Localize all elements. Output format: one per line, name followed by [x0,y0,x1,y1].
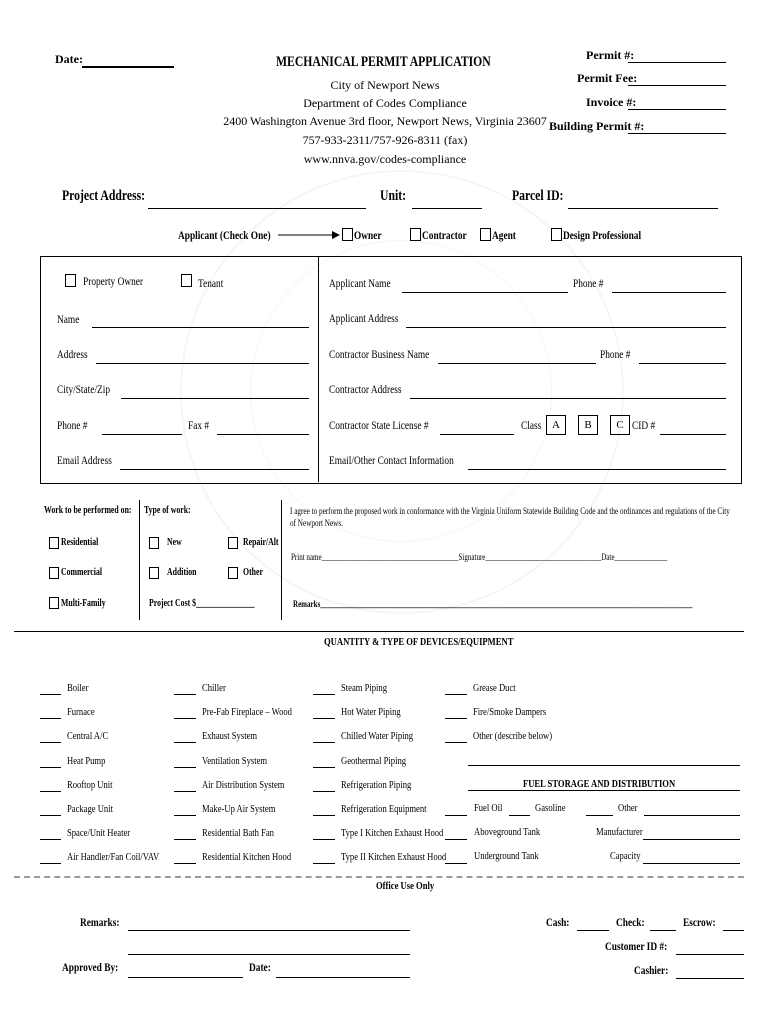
capacity-field[interactable] [643,863,740,864]
contractor-license-label: Contractor State License # [329,418,429,432]
device-quantity-field[interactable] [40,791,61,792]
devices-section-title: QUANTITY & TYPE OF DEVICES/EQUIPMENT [324,636,514,648]
repair-alt-label: Repair/Alt [243,537,279,548]
parcel-id-label: Parcel ID: [512,188,564,204]
work-divider-1 [139,500,140,620]
contractor-option-label: Contractor [422,228,467,242]
device-label: Chilled Water Piping [341,730,414,742]
device-quantity-field[interactable] [313,694,335,695]
device-label: Chiller [202,682,226,694]
office-phone: 757-933-2311/757-926-8311 (fax) [302,133,468,147]
device-label: Air Distribution System [202,779,285,791]
device-quantity-field[interactable] [40,718,61,719]
capacity-label: Capacity [610,850,641,862]
owner-fax-field[interactable] [217,434,309,435]
office-use-divider [14,876,744,878]
manufacturer-field[interactable] [643,839,740,840]
permit-number-field[interactable] [628,62,726,63]
contractor-business-name-label: Contractor Business Name [329,347,430,361]
applicant-phone-field[interactable] [612,292,726,293]
fuel-other-field[interactable] [644,815,740,816]
unit-label: Unit: [380,188,407,204]
owner-phone-label: Phone # [57,418,88,432]
tenant-checkbox[interactable] [181,274,192,287]
office-website[interactable]: www.nnva.gov/codes-compliance [303,152,467,166]
multi-family-label: Multi-Family [61,598,106,609]
agreement-statement: I agree to perform the proposed work in conformance with the Virginia Uniform Statewide Building Code and the ordinances and regulations of the City of Newport News. [290,506,730,528]
email-other-field[interactable] [468,469,726,470]
arrow-right-icon [278,229,340,241]
device-quantity-field[interactable] [174,839,196,840]
applicant-name-field[interactable] [402,292,568,293]
device-quantity-field[interactable] [40,694,61,695]
applicant-address-label: Applicant Address [329,311,399,325]
customer-id-field[interactable] [676,954,744,955]
contractor-business-name-field[interactable] [438,363,596,364]
office-date-label: Date: [249,960,271,974]
device-quantity-field[interactable] [40,839,61,840]
office-use-title: Office Use Only [376,880,435,892]
fuel-oil-label: Fuel Oil [474,802,503,814]
device-label: Type I Kitchen Exhaust Hood [341,827,444,839]
device-quantity-field[interactable] [313,863,335,864]
owner-fax-label: Fax # [188,418,210,432]
device-label: Refrigeration Equipment [341,803,427,815]
applicant-type-label: Applicant (Check One) [178,228,271,242]
device-label: Residential Kitchen Hood [202,851,292,863]
device-quantity-field[interactable] [313,839,335,840]
device-quantity-field[interactable] [445,742,467,743]
owner-city-state-zip-field[interactable] [121,398,309,399]
office-address: 2400 Washington Avenue 3rd floor, Newport News, Virginia 23607 [223,114,547,128]
other-work-checkbox[interactable] [228,567,238,579]
device-label: Fire/Smoke Dampers [473,706,547,718]
design-professional-checkbox[interactable] [551,228,562,241]
device-quantity-field[interactable] [174,742,196,743]
section-divider [14,631,744,632]
aboveground-tank-label: Aboveground Tank [474,826,541,838]
contractor-checkbox[interactable] [410,228,421,241]
contractor-phone-label: Phone # [600,347,631,361]
owner-option-label: Owner [354,228,382,242]
contractor-license-field[interactable] [440,434,514,435]
device-label: Heat Pump [67,755,106,767]
owner-email-label: Email Address [57,453,112,467]
device-quantity-field[interactable] [313,718,335,719]
escrow-label: Escrow: [683,915,716,929]
device-quantity-field[interactable] [40,815,61,816]
device-quantity-field[interactable] [174,718,196,719]
applicant-phone-label: Phone # [573,276,604,290]
property-owner-label: Property Owner [83,274,144,288]
type-of-work-label: Type of work: [144,505,191,516]
fuel-oil-field[interactable] [509,815,530,816]
multi-family-checkbox[interactable] [49,597,59,609]
work-performed-on-label: Work to be performed on: [44,505,132,516]
device-quantity-field[interactable] [445,694,467,695]
permit-number-label: Permit #: [586,48,635,62]
office-remarks-field-1[interactable] [128,930,410,931]
fuel-storage-title: FUEL STORAGE AND DISTRIBUTION [523,778,676,790]
new-work-label: New [167,537,182,548]
device-label: Refrigeration Piping [341,779,412,791]
device-label: Air Handler/Fan Coil/VAV [67,851,160,863]
other-work-label: Other [243,567,263,578]
device-label: Package Unit [67,803,113,815]
office-remarks-label: Remarks: [80,915,120,929]
box-divider [318,256,319,482]
fuel-quantity-field[interactable] [445,863,467,864]
addition-label: Addition [167,567,197,578]
design-professional-option-label: Design Professional [563,228,642,242]
owner-email-field[interactable] [120,469,309,470]
cid-field[interactable] [660,434,726,435]
device-label: Ventilation System [202,755,268,767]
addition-checkbox[interactable] [149,567,159,579]
device-label: Boiler [67,682,89,694]
device-quantity-field[interactable] [40,863,61,864]
class-b-option[interactable]: B [578,415,598,435]
agent-checkbox[interactable] [480,228,491,241]
fuel-other-label: Other [618,802,638,814]
device-quantity-field[interactable] [313,791,335,792]
approved-by-field[interactable] [128,977,243,978]
device-label: Grease Duct [473,682,516,694]
device-quantity-field[interactable] [313,767,335,768]
fuel-quantity-field[interactable] [445,839,467,840]
cash-field[interactable] [577,930,609,931]
escrow-field[interactable] [723,930,744,931]
device-label: Furnace [67,706,95,718]
device-quantity-field[interactable] [40,767,61,768]
city-name: City of Newport News [330,78,440,92]
applicant-address-field[interactable] [406,327,726,328]
permit-fee-field[interactable] [628,85,726,86]
contractor-address-label: Contractor Address [329,382,402,396]
date-field[interactable] [82,66,174,68]
approved-by-label: Approved By: [62,960,119,974]
invoice-number-field[interactable] [628,109,726,110]
residential-checkbox[interactable] [49,537,59,549]
device-label: Hot Water Piping [341,706,401,718]
commercial-label: Commercial [61,567,103,578]
device-label: Exhaust System [202,730,258,742]
repair-alt-checkbox[interactable] [228,537,238,549]
device-label: Space/Unit Heater [67,827,131,839]
owner-address-field[interactable] [96,363,309,364]
department-name: Department of Codes Compliance [303,96,467,110]
device-label: Make-Up Air System [202,803,276,815]
check-label: Check: [616,915,645,929]
class-a-option[interactable]: A [546,415,566,435]
cashier-field[interactable] [676,978,744,979]
property-owner-checkbox[interactable] [65,274,76,287]
device-quantity-field[interactable] [174,815,196,816]
cashier-label: Cashier: [634,963,669,977]
owner-city-state-zip-label: City/State/Zip [57,382,111,396]
device-quantity-field[interactable] [40,742,61,743]
agent-option-label: Agent [492,228,516,242]
customer-id-label: Customer ID #: [605,939,668,953]
contractor-phone-field[interactable] [639,363,726,364]
device-label: Residential Bath Fan [202,827,274,839]
device-quantity-field[interactable] [313,815,335,816]
cash-label: Cash: [546,915,570,929]
device-quantity-field[interactable] [174,694,196,695]
work-remarks-field[interactable]: Remarks__________________________________________________________________________________________________________ [293,599,693,609]
device-quantity-field[interactable] [174,767,196,768]
building-permit-label: Building Permit #: [549,119,645,133]
class-c-option[interactable]: C [610,415,630,435]
class-label: Class [521,418,542,432]
owner-name-label: Name [57,312,80,326]
owner-phone-field[interactable] [102,434,182,435]
device-quantity-field[interactable] [313,742,335,743]
check-field[interactable] [650,930,676,931]
device-label: Central A/C [67,730,109,742]
underground-tank-label: Underground Tank [474,850,539,862]
device-label: Pre-Fab Fireplace – Wood [202,706,292,718]
owner-name-field[interactable] [92,327,309,328]
device-label: Steam Piping [341,682,388,694]
gasoline-field[interactable] [586,815,613,816]
parcel-id-field[interactable] [568,208,718,209]
device-quantity-field[interactable] [445,718,467,719]
device-label: Rooftop Unit [67,779,113,791]
project-address-label: Project Address: [62,188,146,204]
gasoline-label: Gasoline [535,802,566,814]
device-label: Other (describe below) [473,730,553,742]
office-remarks-field-2[interactable] [128,954,410,955]
new-work-checkbox[interactable] [149,537,159,549]
invoice-number-label: Invoice #: [586,95,637,109]
owner-address-label: Address [57,347,88,361]
device-label: Type II Kitchen Exhaust Hood [341,851,447,863]
tenant-label: Tenant [198,276,224,290]
device-quantity-field[interactable] [174,863,196,864]
cid-label: CID # [632,418,656,432]
signature-line[interactable]: Print name_______________________________________Signature_________________________________Date_______________ [291,552,668,562]
fuel-quantity-field[interactable] [445,815,467,816]
other-describe-field[interactable] [468,765,740,766]
unit-field[interactable] [412,208,482,209]
device-label: Geothermal Piping [341,755,407,767]
contractor-address-field[interactable] [410,398,726,399]
project-address-field[interactable] [148,208,366,209]
commercial-checkbox[interactable] [49,567,59,579]
owner-checkbox[interactable] [342,228,353,241]
applicant-name-label: Applicant Name [329,276,391,290]
permit-fee-label: Permit Fee: [577,71,638,85]
fuel-title-rule [468,790,740,791]
project-cost-field[interactable]: Project Cost $_______________ [149,598,255,609]
manufacturer-label: Manufacturer [596,826,643,838]
residential-label: Residential [61,537,99,548]
office-date-field[interactable] [276,977,410,978]
device-quantity-field[interactable] [174,791,196,792]
date-label: Date: [55,52,83,66]
building-permit-field[interactable] [628,133,726,134]
email-other-label: Email/Other Contact Information [329,453,454,467]
page-title: MECHANICAL PERMIT APPLICATION [276,54,491,70]
